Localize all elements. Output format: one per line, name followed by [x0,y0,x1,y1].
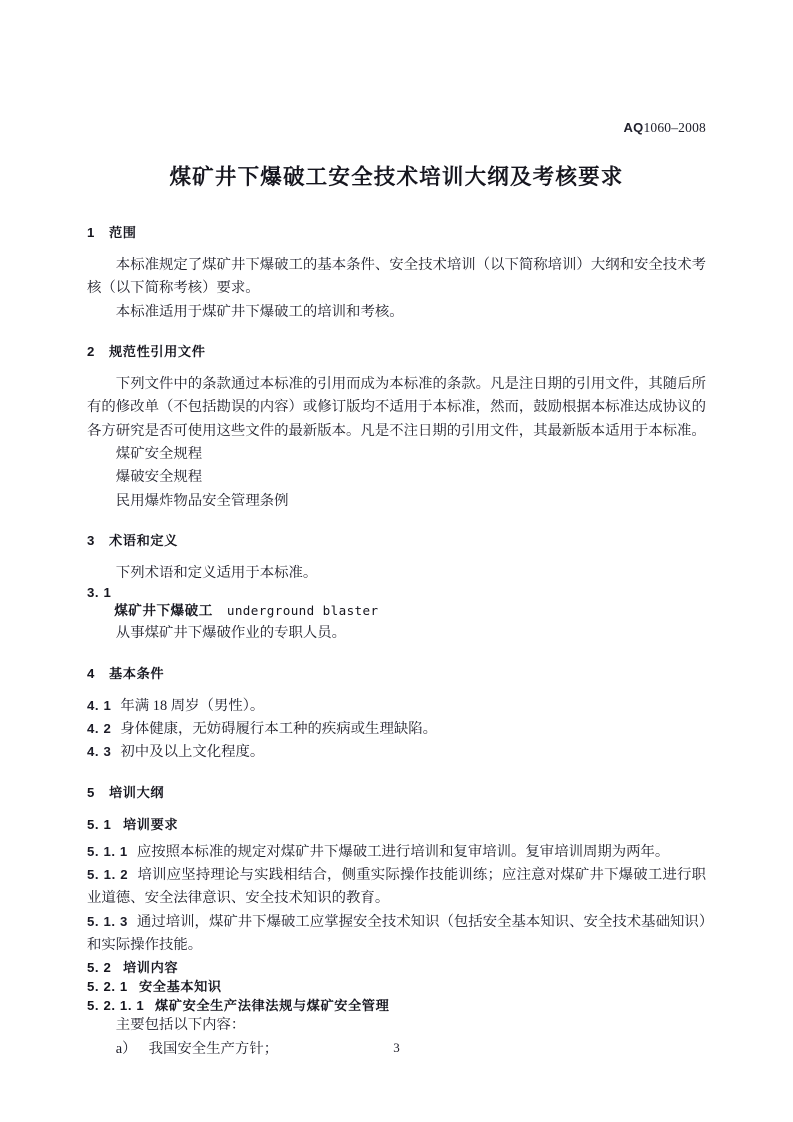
term-entry [87,600,706,622]
heading-clause-5-1 [87,814,706,833]
clause-1-paragraph-1: 本标准规定了煤矿井下爆破工的基本条件、安全技术培训（以下简称培训）大纲和安全技术考核（以下简称考核）要求。 [87,257,706,297]
term-definition: 从事煤矿井下爆破作业的专职人员。 [115,625,347,642]
clause-4-item [87,695,706,718]
clause-5-2-number: 5. 2 [87,960,112,976]
document-title: 煤矿井下爆破工安全技术培训大纲及考核要求 [169,165,624,189]
clause-3-number: 3 [87,533,95,549]
term-name-cn: 煤矿井下爆破工 [114,603,213,619]
clause-2-title: 规范性引用文件 [109,344,206,360]
clause-5-title: 培训大纲 [109,784,165,800]
term-name-en: underground blaster [226,603,379,619]
clause-5-1-item-number: 5. 1. 1 [87,843,128,859]
clause-5-1-number: 5. 1 [87,816,112,832]
normative-reference-item: 爆破安全规程 [115,469,203,486]
heading-clause-5-2-1 [87,976,706,995]
clause-5-2-1-1-number: 5. 2. 1. 1 [87,998,145,1014]
heading-clause-5-2 [87,957,706,976]
clause-1-paragraph-2: 本标准适用于煤矿井下爆破工的培训和考核。 [115,303,404,320]
clause-5-2-1-1-lead-in: 主要包括以下内容： [115,1017,246,1034]
clause-5-1-item-text: 应按照本标准的规定对煤矿井下爆破工进行培训和复审培训。复审培训周期为两年。 [136,843,670,860]
clause-4-item [87,741,706,764]
clause-2-paragraph-1: 下列文件中的条款通过本标准的引用而成为本标准的条款。凡是注日期的引用文件，其随后所有的修改单（不包括勘误的内容）或修订版均不适用于本标准，然而，鼓励根据本标准达成协议的各方研究是否可使用这些文件的最新版本。凡是不注日期的引用文件，其最新版本适用于本标准。 [87,376,706,439]
document-standard-header [624,120,706,136]
clause-4-item-text: 初中及以上文化程度。 [120,744,265,761]
heading-clause-2 [87,341,706,360]
clause-4-item-text: 身体健康，无妨碍履行本工种的疾病或生理缺陷。 [120,721,438,738]
clause-5-1-item-number: 5. 1. 2 [87,867,129,883]
list-item-marker: a） [115,1040,137,1057]
standard-number: 1060–2008 [643,120,706,135]
clause-3-paragraph-1: 下列术语和定义适用于本标准。 [115,565,318,582]
standard-prefix: AQ [623,120,644,135]
clause-5-number: 5 [87,784,95,800]
clause-5-1-item-text: 通过培训，煤矿井下爆破工应掌握安全技术知识（包括安全基本知识、安全技术基础知识）和实际操作技能。 [87,913,707,954]
clause-4-item-text: 年满 18 周岁（男性）。 [120,697,265,714]
clause-5-2-title: 培训内容 [123,960,179,976]
clause-5-1-title: 培训要求 [123,816,179,832]
clause-1-title: 范围 [109,225,137,241]
clause-5-2-1-title: 安全基本知识 [139,979,222,995]
clause-5-1-item [87,864,706,911]
page-number: 3 [393,1040,400,1055]
normative-reference-item: 煤矿安全规程 [115,446,203,463]
clause-5-2-1-number: 5. 2. 1 [87,979,128,995]
clause-5-1-item-number: 5. 1. 3 [87,913,128,929]
clause-5-1-item-text: 培训应坚持理论与实践相结合，侧重实际操作技能训练；应注意对煤矿井下爆破工进行职业道德、安全法律意识、安全技术知识的教育。 [87,867,706,907]
clause-4-title: 基本条件 [109,665,165,681]
clause-4-item-number: 4. 3 [87,744,112,760]
clause-3-title: 术语和定义 [109,533,178,549]
normative-reference-item: 民用爆炸物品安全管理条例 [115,492,289,509]
clause-1-number: 1 [87,225,95,241]
heading-clause-3 [87,530,706,549]
clause-5-1-item [87,841,706,864]
clause-4-number: 4 [87,665,95,681]
clause-4-item [87,718,706,741]
clause-2-number: 2 [87,344,95,360]
clause-5-1-item [87,911,706,958]
heading-clause-5-2-1-1 [87,995,706,1014]
clause-5-2-1-1-title: 煤矿安全生产法律法规与煤矿安全管理 [155,998,390,1014]
clause-4-item-number: 4. 2 [87,721,112,737]
list-item-text: 我国安全生产方针； [148,1040,279,1057]
document-body [87,162,706,1061]
clause-4-item-number: 4. 1 [87,697,112,713]
heading-clause-4 [87,663,706,682]
term-entry-number: 3. 1 [87,585,112,601]
heading-clause-5 [87,782,706,801]
heading-clause-1 [87,222,706,241]
